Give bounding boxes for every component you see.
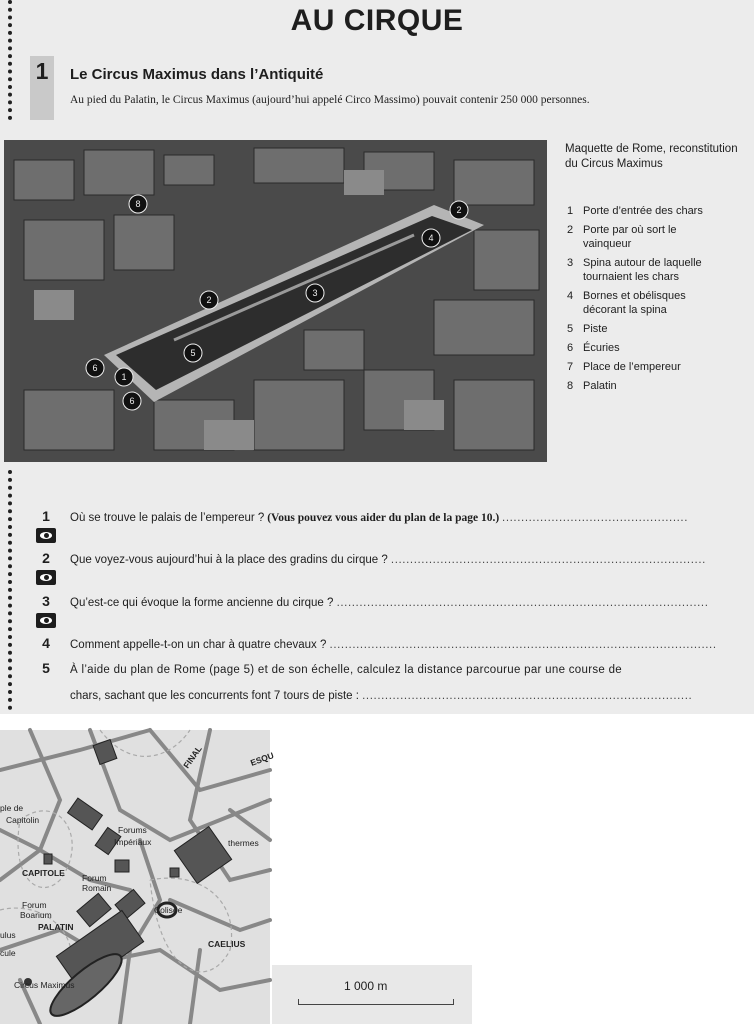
map-label: ple de bbox=[0, 803, 24, 813]
photo-marker-label: 2 bbox=[206, 295, 212, 305]
photo-marker-label: 2 bbox=[456, 205, 462, 215]
question-number: 2 bbox=[42, 550, 50, 566]
legend-item: 5 Piste bbox=[567, 323, 608, 335]
map-label: Forums bbox=[118, 825, 147, 835]
question-number: 5 bbox=[42, 660, 50, 676]
legend-item: 2 Porte par où sort le vainqueur bbox=[567, 224, 677, 250]
legend-item: 7 Place de l’empereur bbox=[567, 361, 681, 373]
model-photo-illustration bbox=[4, 140, 547, 462]
map-label: Impériaux bbox=[114, 837, 152, 847]
photo-marker-label: 4 bbox=[428, 233, 434, 243]
question-1: Où se trouve le palais de l’empereur ? (Vous pouvez vous aider du plan de la page 10.) ................................................. bbox=[70, 512, 689, 524]
map-label: Boarium bbox=[20, 910, 52, 920]
legend-item: 6 Écuries bbox=[567, 342, 620, 354]
legend-item: 1 Porte d’entrée des chars bbox=[567, 205, 703, 217]
question-5: À l’aide du plan de Rome (page 5) et de son échelle, calculez la distance parcourue par une course de bbox=[70, 664, 622, 676]
eye-icon bbox=[36, 528, 56, 543]
photo-marker-label: 5 bbox=[190, 348, 196, 358]
photo-legend bbox=[567, 204, 723, 398]
circus-maximus-model-photo bbox=[4, 140, 547, 462]
question-number: 4 bbox=[42, 635, 50, 651]
photo-marker-label: 6 bbox=[129, 396, 135, 406]
map-label: thermes bbox=[228, 838, 259, 848]
map-label: ulus bbox=[0, 930, 16, 940]
question-5-line-2: chars, sachant que les concurrents font 7 tours de piste : ....................................................................................... bbox=[70, 690, 693, 702]
map-label: Romain bbox=[82, 883, 112, 893]
map-label: PALATIN bbox=[38, 922, 74, 932]
section-title: Le Circus Maximus dans l’Antiquité bbox=[70, 66, 324, 83]
scale-line bbox=[298, 999, 454, 1005]
map-label: Forum bbox=[82, 873, 107, 883]
intro-text: Au pied du Palatin, le Circus Maximus (aujourd’hui appelé Circo Massimo) pouvait contenir 250 000 personnes. bbox=[70, 94, 590, 106]
rome-map bbox=[0, 730, 276, 1024]
photo-marker-label: 3 bbox=[312, 288, 318, 298]
eye-icon bbox=[36, 570, 56, 585]
map-scale-bar bbox=[272, 965, 472, 1024]
map-label: Circus Maximus bbox=[14, 980, 75, 990]
photo-caption-title: Maquette de Rome, reconstitution du Circus Maximus bbox=[565, 143, 738, 170]
photo-marker-label: 8 bbox=[135, 199, 141, 209]
map-label: ESQU bbox=[249, 750, 276, 768]
eye-icon bbox=[36, 613, 56, 628]
map-label: FINAL bbox=[181, 743, 204, 771]
question-2: Que voyez-vous aujourd’hui à la place des gradins du cirque ? ................................................................................... bbox=[70, 554, 706, 566]
binding-margin-dots bbox=[8, 470, 16, 710]
question-3: Qu’est-ce qui évoque la forme ancienne du cirque ? .................................................................................................. bbox=[70, 597, 709, 609]
map-label: Capitolin bbox=[6, 815, 40, 825]
section-number-box: 1 bbox=[30, 56, 54, 120]
page-title: AU CIRQUE bbox=[290, 4, 464, 37]
question-number: 1 bbox=[42, 508, 50, 524]
map-label: CAPITOLE bbox=[22, 868, 65, 878]
map-label: CAELIUS bbox=[208, 939, 246, 949]
map-label: Forum bbox=[22, 900, 47, 910]
photo-marker-label: 1 bbox=[121, 372, 127, 382]
question-number: 3 bbox=[42, 593, 50, 609]
legend-item: 3 Spina autour de laquelle tournaient les chars bbox=[567, 257, 702, 283]
map-label: cule bbox=[0, 948, 16, 958]
map-label: Colisée bbox=[154, 905, 183, 915]
legend-item: 4 Bornes et obélisques décorant la spina bbox=[567, 290, 686, 316]
photo-marker-label: 6 bbox=[92, 363, 98, 373]
scale-label: 1 000 m bbox=[344, 979, 388, 993]
legend-item: 8 Palatin bbox=[567, 380, 617, 392]
question-4: Comment appelle-t-on un char à quatre chevaux ? ...................................................................................................... bbox=[70, 639, 717, 651]
